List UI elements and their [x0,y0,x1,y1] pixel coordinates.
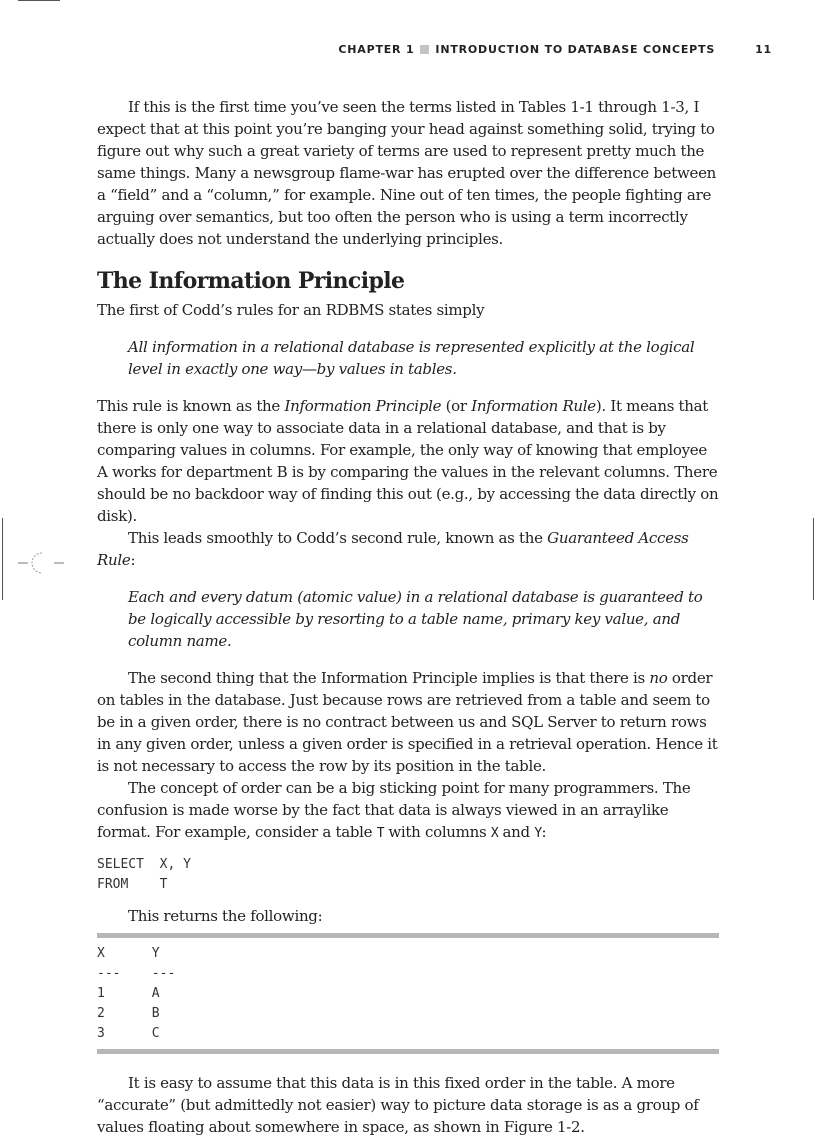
text-run: with columns [383,823,491,841]
no-order-paragraph [97,667,719,777]
page-number: 11 [755,43,772,56]
text-run: : [541,823,547,841]
separator-square-icon [420,45,429,54]
emphasis-no: no [649,669,668,687]
chapter-title: INTRODUCTION TO DATABASE CONCEPTS [435,43,716,56]
returns-paragraph: This returns the following: [128,907,323,925]
inline-code-y: Y [534,826,542,841]
running-head [0,43,772,56]
inline-code-t: T [376,826,384,841]
query-result-output: X Y --- --- 1 A 2 B 3 C [97,946,176,1041]
right-crop-line [813,518,814,600]
information-principle-quote: All information in a relational database is represented explicitly at the logical level in exactly one way—by values in tables. [128,338,695,378]
left-crop-line [2,518,3,600]
text-run: order on tables in the database. Just because rows are retrieved from a table and seem to be in a given order, there is no contract between us and SQL Server to return rows in any given order, unless a given order is specified in a retrieval operation. Hence it is not necessary to access the row by its position in the table. [97,669,718,775]
text-run: (or [441,397,472,415]
page-body [97,96,719,1138]
sql-query-code: SELECT X, Y FROM T [97,857,191,892]
text-run: and [498,823,535,841]
information-rule-paragraph [97,395,719,527]
section-heading: The Information Principle [97,268,405,294]
order-concept-paragraph [97,777,719,845]
inline-code-x: X [490,826,499,841]
second-rule-paragraph [97,527,719,571]
text-run: This rule is known as the [97,397,285,415]
text-run: The concept of order can be a big sticking point for many programmers. The confusion is made worse by the fact that data is always viewed in an arraylike format. For example, consider a table [97,779,691,841]
guaranteed-access-quote: Each and every datum (atomic value) in a relational database is guaranteed to be logically accessible by resorting to a table name, primary key value, and column name. [128,588,703,650]
chapter-label: CHAPTER 1 [338,43,415,56]
term-guaranteed-access-rule: Guaranteed Access Rule [97,529,689,569]
page-corner-rule [18,0,60,1]
codd-first-rule-paragraph: The first of Codd’s rules for an RDBMS states simply [97,301,485,319]
closing-paragraph: It is easy to assume that this data is in this fixed order in the table. A more “accurate” (but admittedly not easier) way to picture data storage is as a group of values floating about somewhere in space, as shown in Figure 1-2. [97,1074,699,1136]
registration-mark-icon [18,548,64,578]
text-run: The second thing that the Information Principle implies is that there is [128,669,650,687]
text-run: ). It means that there is only one way to associate data in a relational database, and that is by comparing values in columns. For example, the only way of knowing that employee A works for department B is by comparing the values in the relevant columns. There should be no backdoor way of finding this out (e.g., by accessing the data directly on disk). [97,397,719,525]
term-information-principle: Information Principle [284,397,442,415]
text-run: : [130,551,136,569]
term-information-rule: Information Rule [471,397,596,415]
intro-paragraph: If this is the first time you’ve seen the terms listed in Tables 1-1 through 1-3, I expect that at this point you’re banging your head against something solid, trying to figure out why such a great variety of terms are used to represent pretty much the same things. Many a newsgroup flame-war has erupted over the difference between a “field” and a “column,” for example. Nine out of ten times, the people fighting are arguing over semantics, but too often the person who is using a term incorrectly actually does not understand the underlying principles. [97,98,717,248]
query-result-box [97,933,719,1054]
sql-query-block [97,855,719,895]
text-run: This leads smoothly to Codd’s second rule, known as the [128,529,548,547]
